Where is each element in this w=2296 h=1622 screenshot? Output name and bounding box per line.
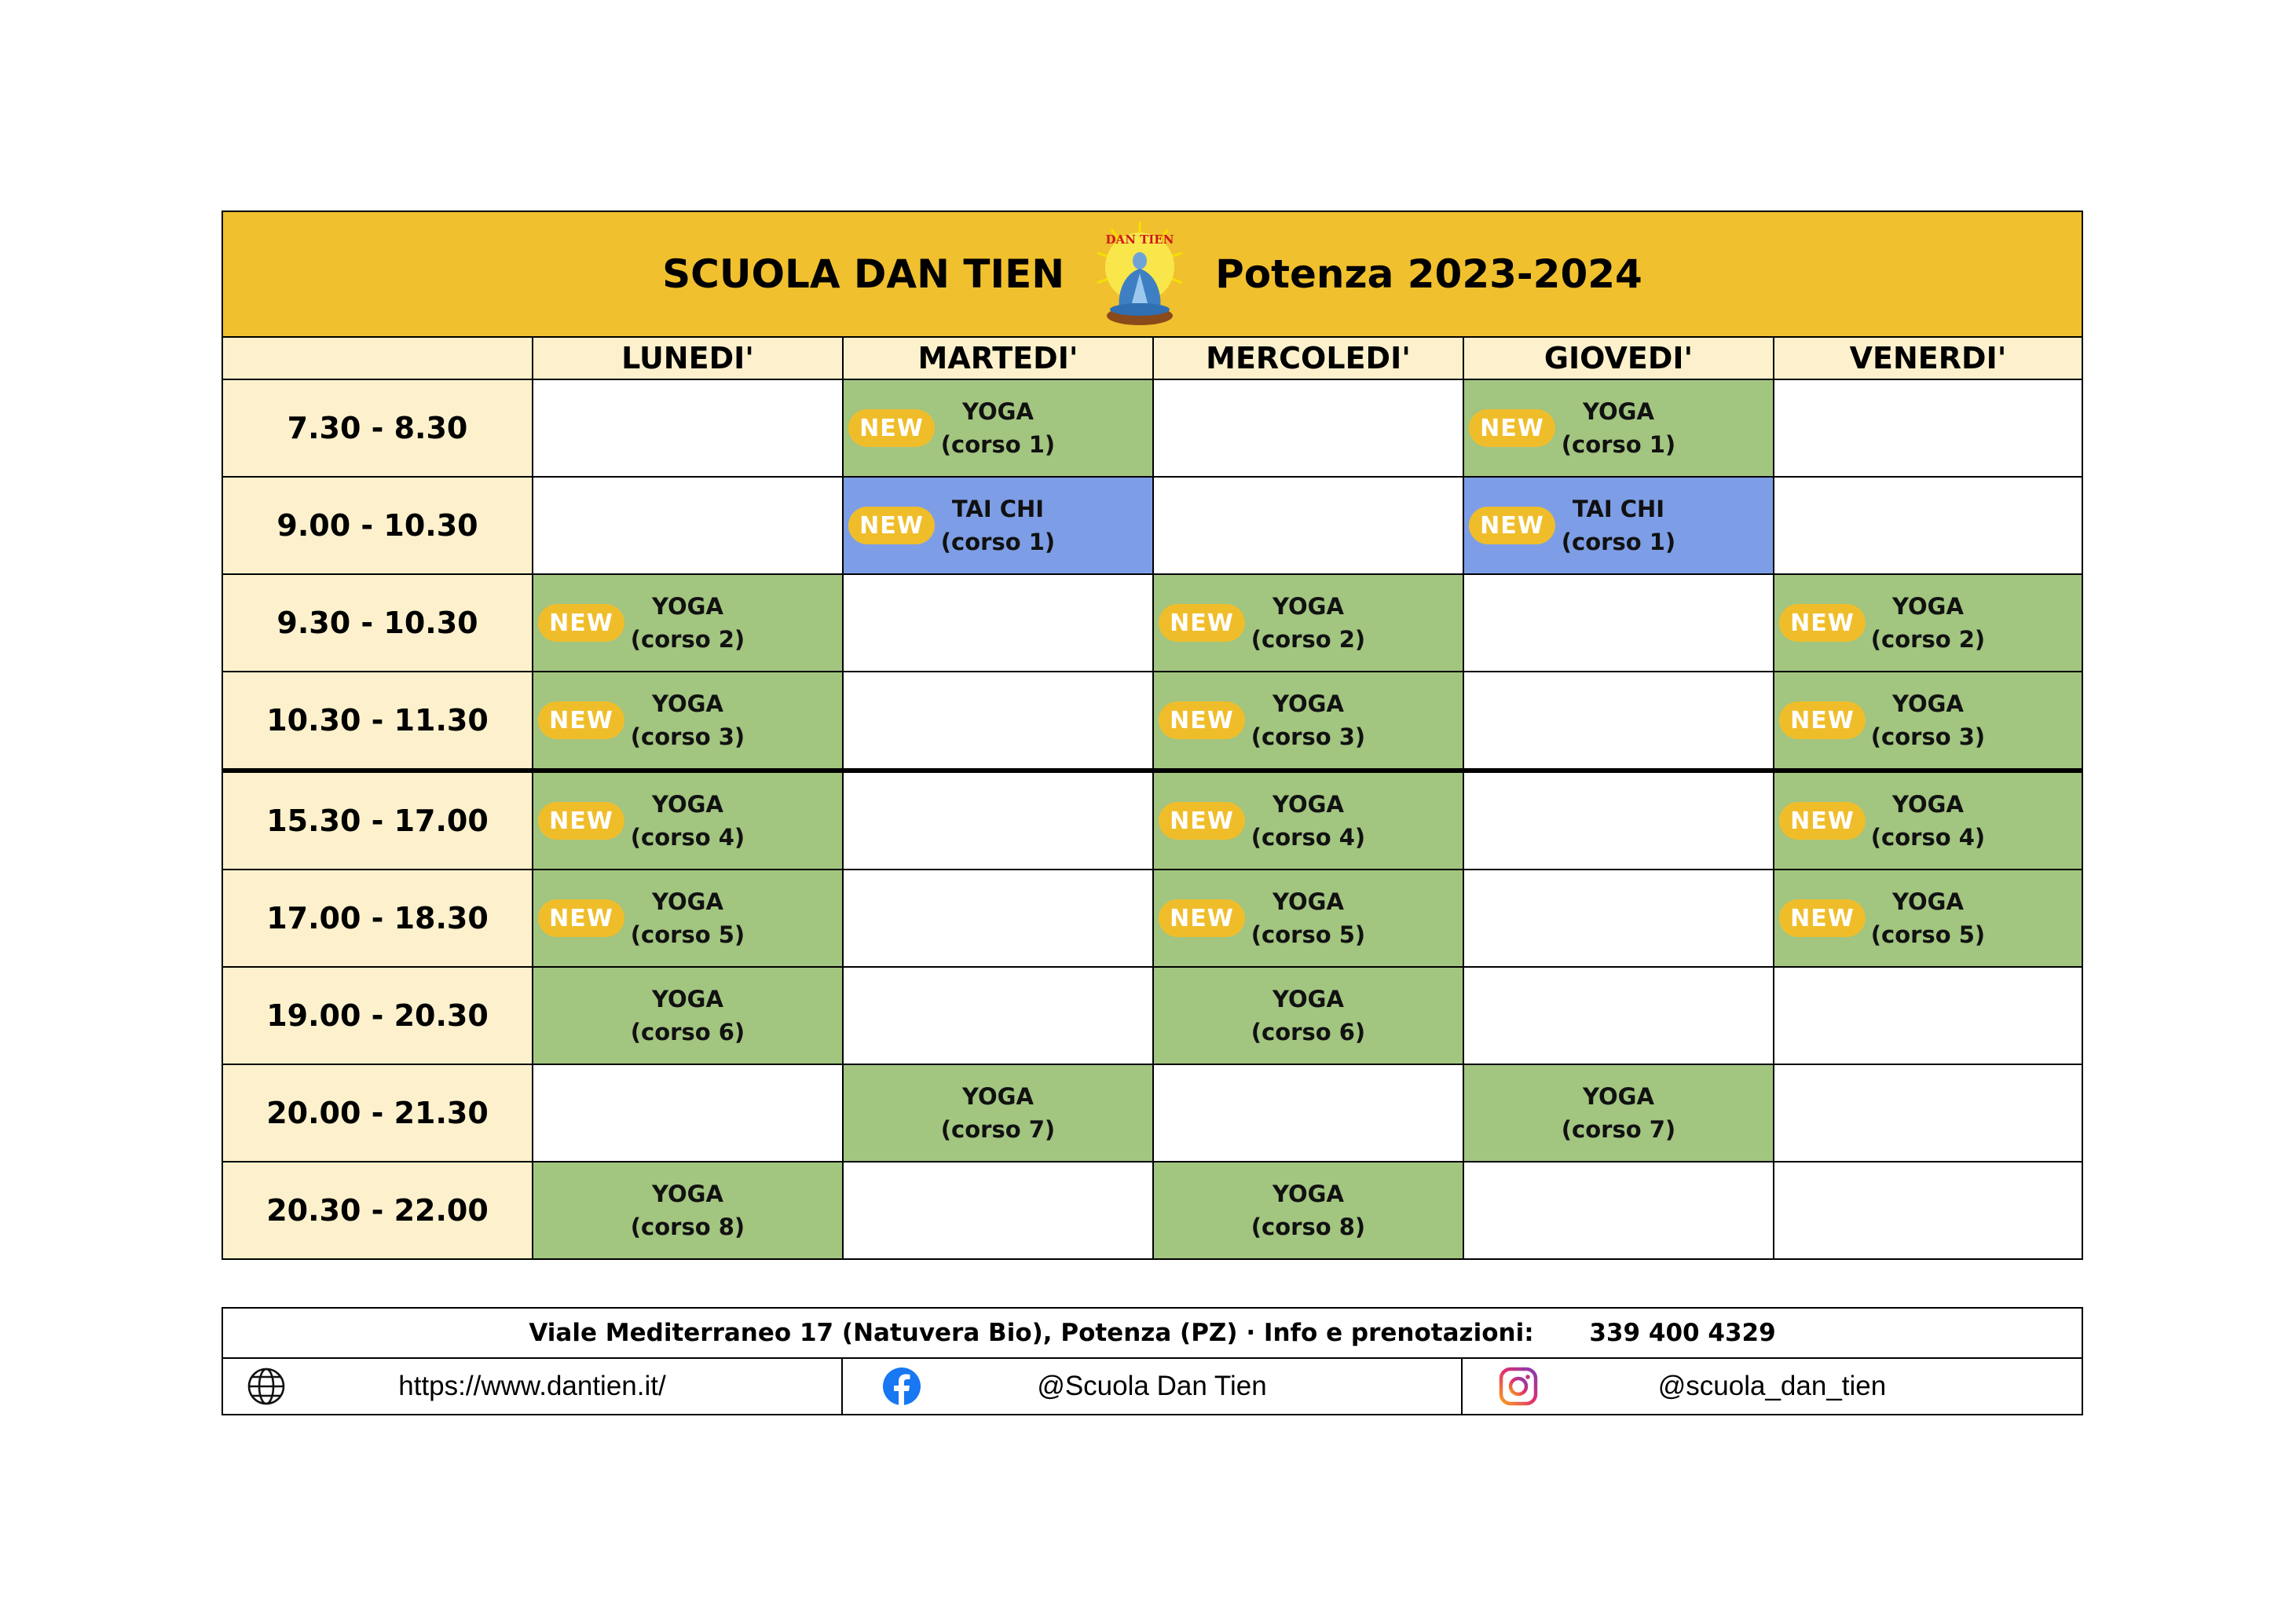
class-slot-thursday [1463, 1064, 1774, 1162]
empty-slot-tuesday [843, 771, 1153, 870]
course-number: (corso 2) [1870, 626, 1986, 653]
empty-slot-tuesday [843, 870, 1153, 967]
course-number: (corso 1) [1561, 529, 1676, 555]
empty-slot-thursday [1463, 1162, 1774, 1259]
class-slot-wednesday [1153, 1162, 1463, 1259]
course-label [631, 788, 745, 854]
class-slot-monday [533, 1162, 843, 1259]
new-badge: NEW [1159, 899, 1245, 937]
course-label [1251, 687, 1365, 753]
course-label [631, 885, 745, 951]
course-name: YOGA [1273, 593, 1344, 620]
time-slot-label: 17.00 - 18.30 [222, 870, 533, 967]
course-name: YOGA [652, 1181, 723, 1207]
course-label [631, 983, 745, 1049]
new-badge: NEW [1159, 802, 1245, 840]
time-slot-label: 9.00 - 10.30 [222, 477, 533, 574]
course-number: (corso 6) [1251, 1019, 1366, 1045]
course-label [1871, 788, 1985, 854]
course-label [1871, 687, 1985, 753]
new-badge: NEW [1469, 507, 1555, 544]
course-number: (corso 1) [940, 431, 1056, 458]
course-name: YOGA [1892, 791, 1964, 818]
course-name: YOGA [962, 398, 1034, 425]
course-name: YOGA [1273, 690, 1344, 717]
course-number: (corso 2) [630, 626, 745, 653]
day-header-wednesday: MERCOLEDI' [1153, 337, 1463, 379]
course-label [1871, 590, 1985, 656]
class-slot-monday [533, 574, 843, 672]
new-badge: NEW [538, 701, 624, 739]
facebook-cell [842, 1358, 1462, 1415]
course-name: YOGA [652, 593, 723, 620]
empty-slot-friday [1774, 477, 2082, 574]
course-label [1251, 1177, 1365, 1243]
course-label [1562, 395, 1675, 461]
course-name: YOGA [1273, 986, 1344, 1012]
empty-slot-friday [1774, 379, 2082, 477]
course-label [1251, 983, 1365, 1049]
empty-slot-thursday [1463, 967, 1774, 1064]
course-number: (corso 3) [1870, 723, 1986, 750]
empty-slot-thursday [1463, 771, 1774, 870]
course-number: (corso 5) [1870, 921, 1986, 948]
schedule-row [222, 379, 2082, 477]
course-name: YOGA [652, 986, 723, 1012]
new-badge: NEW [1779, 701, 1866, 739]
empty-slot-wednesday [1153, 477, 1463, 574]
schedule-row [222, 967, 2082, 1064]
class-slot-tuesday [843, 379, 1153, 477]
website-cell [222, 1358, 842, 1415]
course-number: (corso 3) [630, 723, 745, 750]
facebook-icon [882, 1367, 921, 1406]
logo-lettering: DAN TIEN [1105, 232, 1174, 247]
empty-slot-tuesday [843, 574, 1153, 672]
new-badge: NEW [848, 409, 935, 447]
class-slot-wednesday [1153, 771, 1463, 870]
course-number: (corso 4) [630, 824, 745, 851]
day-header-tuesday: MARTEDI' [843, 337, 1153, 379]
empty-slot-friday [1774, 967, 2082, 1064]
empty-slot-tuesday [843, 967, 1153, 1064]
course-name: YOGA [652, 690, 723, 717]
class-slot-wednesday [1153, 574, 1463, 672]
class-slot-monday [533, 967, 843, 1064]
schedule-body [222, 379, 2082, 1259]
time-slot-label: 10.30 - 11.30 [222, 672, 533, 771]
course-number: (corso 1) [1561, 431, 1676, 458]
course-name: YOGA [962, 1083, 1034, 1110]
schedule-row [222, 477, 2082, 574]
course-name: YOGA [1892, 593, 1964, 620]
new-badge: NEW [848, 507, 935, 544]
empty-slot-thursday [1463, 672, 1774, 771]
title-bar [222, 211, 2082, 337]
instagram-handle[interactable]: @scuola_dan_tien [1657, 1371, 1887, 1401]
course-label [1871, 885, 1985, 951]
class-slot-thursday [1463, 477, 1774, 574]
class-slot-wednesday [1153, 672, 1463, 771]
class-slot-monday [533, 672, 843, 771]
class-slot-friday [1774, 771, 2082, 870]
instagram-cell [1462, 1358, 2082, 1415]
new-badge: NEW [538, 899, 624, 937]
course-label [631, 1177, 745, 1243]
schedule-row [222, 870, 2082, 967]
course-number: (corso 5) [630, 921, 745, 948]
course-name: YOGA [1273, 1181, 1344, 1207]
course-label [1251, 788, 1365, 854]
course-label [941, 492, 1055, 558]
course-name: YOGA [1273, 888, 1344, 915]
city-year: Potenza 2023-2024 [1215, 251, 1642, 297]
class-slot-wednesday [1153, 967, 1463, 1064]
new-badge: NEW [1469, 409, 1555, 447]
course-name: YOGA [1583, 1083, 1654, 1110]
footer-info [222, 1307, 2083, 1415]
schedule-row [222, 771, 2082, 870]
day-header-thursday: GIOVEDI' [1463, 337, 1774, 379]
time-slot-label: 19.00 - 20.30 [222, 967, 533, 1064]
new-badge: NEW [538, 604, 624, 642]
schedule-row [222, 1064, 2082, 1162]
website-link[interactable]: https://www.dantien.it/ [398, 1371, 666, 1401]
time-slot-label: 20.00 - 21.30 [222, 1064, 533, 1162]
new-badge: NEW [1159, 701, 1245, 739]
course-number: (corso 4) [1870, 824, 1986, 851]
course-label [631, 590, 745, 656]
course-name: YOGA [652, 791, 723, 818]
class-slot-friday [1774, 672, 2082, 771]
course-number: (corso 1) [940, 529, 1056, 555]
class-slot-thursday [1463, 379, 1774, 477]
new-badge: NEW [538, 802, 624, 840]
address-text: Viale Mediterraneo 17 (Natuvera Bio), Potenza (PZ) · Info e prenotazioni: [529, 1319, 1534, 1347]
empty-slot-friday [1774, 1162, 2082, 1259]
dan-tien-logo [1096, 220, 1184, 328]
facebook-handle[interactable]: @Scuola Dan Tien [1037, 1371, 1267, 1401]
empty-slot-thursday [1463, 870, 1774, 967]
course-name: TAI CHI [1572, 496, 1665, 522]
time-slot-label: 15.30 - 17.00 [222, 771, 533, 870]
course-number: (corso 8) [630, 1214, 745, 1240]
course-label [1251, 590, 1365, 656]
schedule-row [222, 1162, 2082, 1259]
school-name: SCUOLA DAN TIEN [662, 251, 1065, 297]
globe-icon [247, 1367, 286, 1406]
day-header-monday: LUNEDI' [533, 337, 843, 379]
course-number: (corso 3) [1251, 723, 1366, 750]
course-number: (corso 4) [1251, 824, 1366, 851]
class-slot-tuesday [843, 477, 1153, 574]
empty-slot-wednesday [1153, 379, 1463, 477]
class-slot-friday [1774, 870, 2082, 967]
course-label [941, 1080, 1055, 1146]
class-slot-monday [533, 771, 843, 870]
empty-slot-monday [533, 1064, 843, 1162]
new-badge: NEW [1159, 604, 1245, 642]
schedule-row [222, 672, 2082, 771]
course-label [1562, 1080, 1675, 1146]
corner-cell [222, 337, 533, 379]
course-name: YOGA [1273, 791, 1344, 818]
course-number: (corso 2) [1251, 626, 1366, 653]
class-slot-tuesday [843, 1064, 1153, 1162]
course-number: (corso 6) [630, 1019, 745, 1045]
course-name: YOGA [1892, 888, 1964, 915]
new-badge: NEW [1779, 802, 1866, 840]
course-number: (corso 7) [1561, 1116, 1676, 1143]
empty-slot-tuesday [843, 1162, 1153, 1259]
empty-slot-wednesday [1153, 1064, 1463, 1162]
class-slot-monday [533, 870, 843, 967]
new-badge: NEW [1779, 604, 1866, 642]
course-number: (corso 7) [940, 1116, 1056, 1143]
empty-slot-friday [1774, 1064, 2082, 1162]
schedule-table [222, 211, 2083, 1260]
course-name: YOGA [1583, 398, 1654, 425]
schedule-row [222, 574, 2082, 672]
day-header-friday: VENERDI' [1774, 337, 2082, 379]
time-slot-label: 7.30 - 8.30 [222, 379, 533, 477]
course-name: TAI CHI [951, 496, 1045, 522]
phone-number: 339 400 4329 [1589, 1319, 1776, 1347]
empty-slot-tuesday [843, 672, 1153, 771]
new-badge: NEW [1779, 899, 1866, 937]
course-name: YOGA [1892, 690, 1964, 717]
course-label [1562, 492, 1675, 558]
class-slot-friday [1774, 574, 2082, 672]
course-label [941, 395, 1055, 461]
empty-slot-monday [533, 379, 843, 477]
class-slot-wednesday [1153, 870, 1463, 967]
instagram-icon [1499, 1367, 1538, 1406]
course-label [1251, 885, 1365, 951]
course-label [631, 687, 745, 753]
course-name: YOGA [652, 888, 723, 915]
address-row [222, 1308, 2082, 1358]
course-number: (corso 5) [1251, 921, 1366, 948]
time-slot-label: 9.30 - 10.30 [222, 574, 533, 672]
empty-slot-monday [533, 477, 843, 574]
empty-slot-thursday [1463, 574, 1774, 672]
time-slot-label: 20.30 - 22.00 [222, 1162, 533, 1259]
course-number: (corso 8) [1251, 1214, 1366, 1240]
